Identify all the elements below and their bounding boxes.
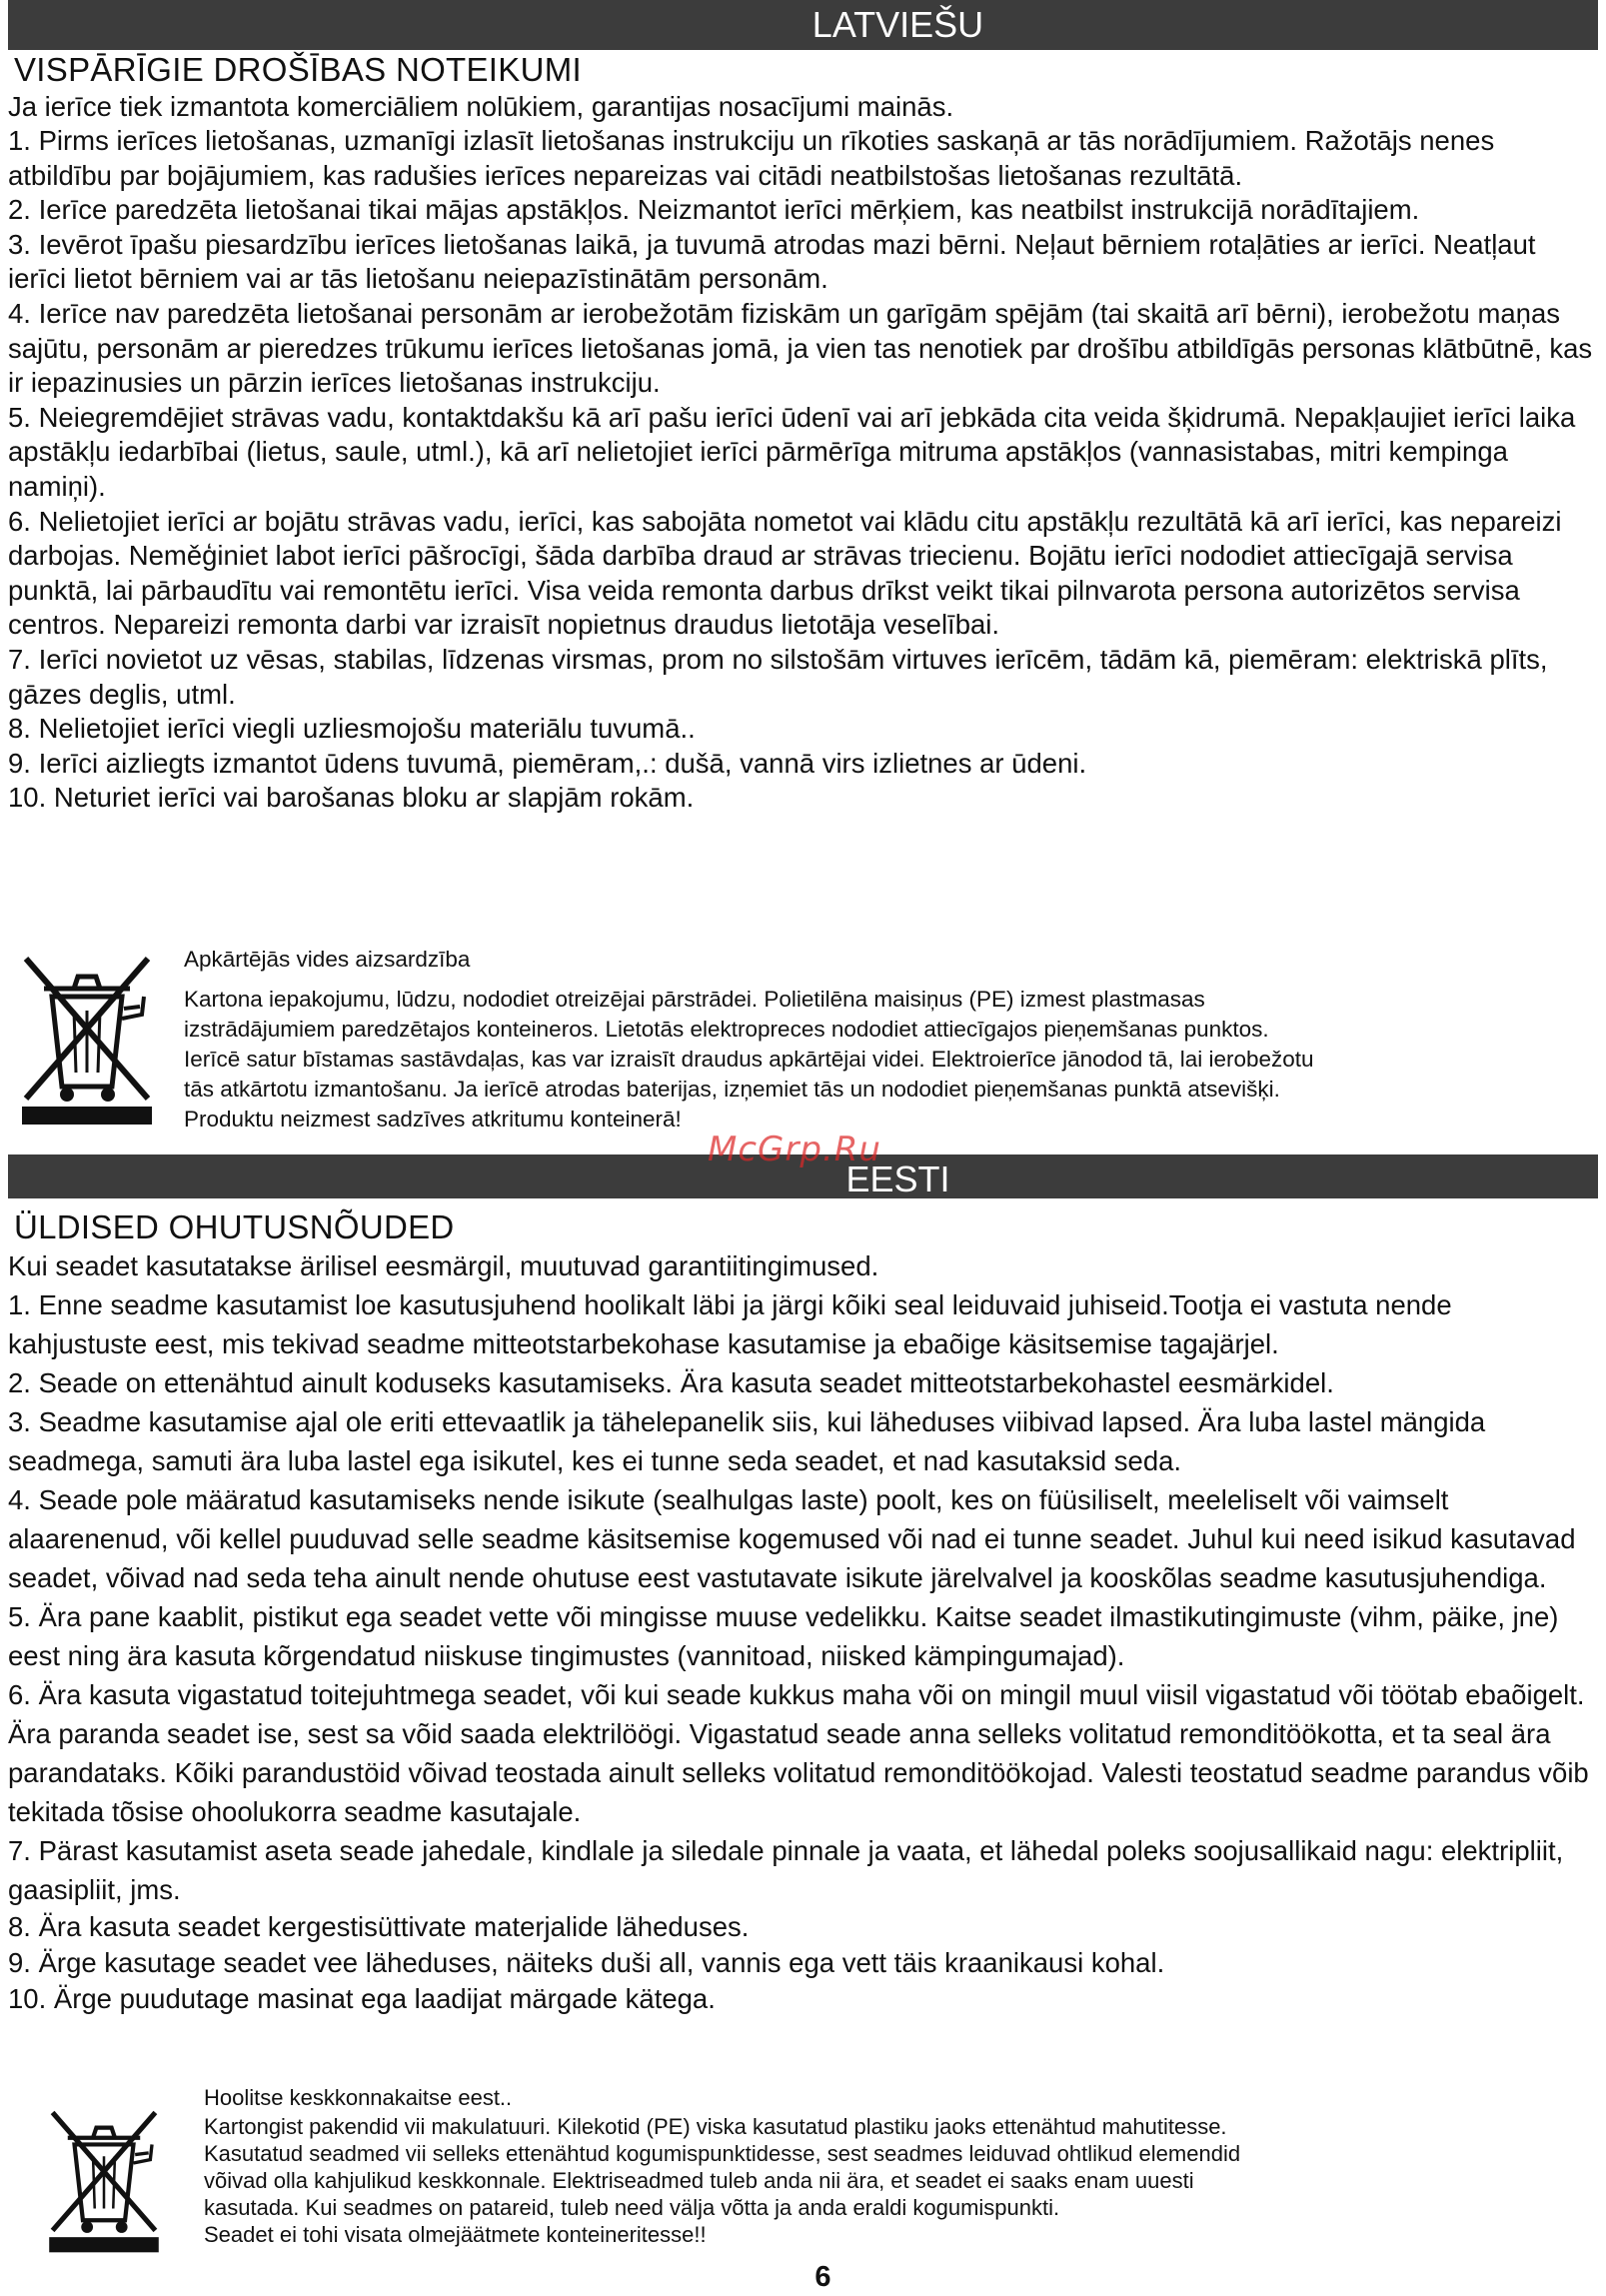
estonian-safety-item: 8. Ära kasuta seadet kergestisüttivate materjalide läheduses. <box>8 1911 750 1942</box>
estonian-safety-section <box>8 1209 1598 2017</box>
estonian-environment-text <box>204 2084 1240 2248</box>
estonian-safety-item: 3. Seadme kasutamise ajal ole eriti ettevaatlik ja tähelepanelik siis, kui läheduses viibivad lapsed. Ära luba lastel mängida seadmega, samuti ära luba lastel ega isikutel, kes ei tunne seda seadet, et nad kasutaksid seda. <box>8 1406 1486 1476</box>
latvian-safety-item: 10. Neturiet ierīci vai barošanas bloku ar slapjām rokām. <box>8 782 695 814</box>
watermark-text: McGrp.Ru <box>708 1130 881 1169</box>
latvian-environment-line: Ierīcē satur bīstamas sastāvdaļas, kas var izraisīt draudus apkārtējai videi. Elektroierīce jānodod tā, lai ierobežotu <box>184 1047 1314 1072</box>
estonian-safety-list <box>8 1285 1598 2017</box>
latvian-safety-item: 3. Ievērot īpašu piesardzību ierīces lietošanas laikā, ja tuvumā atrodas mazi bērni. Neļaut bērniem rotaļāties ar ierīci. Neatļaut ierīci lietot bērniem vai ar tās lietošanu neiepazīstinātām personām. <box>8 228 1536 295</box>
latvian-safety-item: 5. Neiegremdējiet strāvas vadu, kontaktdakšu kā arī pašu ierīci ūdenī vai arī jebkāda cita veida šķidrumā. Nepakļaujiet ierīci laika apstākļu iedarbībai (lietus, saule, utml.), kā arī nelietojiet ierīci pārmērīga mitruma apstākļos (vannasistabas, mitri kempinga namiņi). <box>8 401 1576 502</box>
latvian-safety-item: 9. Ierīci aizliegts izmantot ūdens tuvumā, piemēram,.: dušā, vannā virs izlietnes ar ūdeni. <box>8 747 1087 779</box>
estonian-environment-notice <box>8 2084 1598 2254</box>
language-header-latvian-label: LATVIEŠU <box>811 4 984 45</box>
estonian-safety-item: 1. Enne seadme kasutamist loe kasutusjuhend hoolikalt läbi ja järgi kõiki seal leiduvaid juhiseid.Tootja ei vastuta nende kahjustuste eest, mis tekivad seadme mitteotstarbekohase kasutamise ja ebaõige käsitsemise tagajärjel. <box>8 1289 1452 1359</box>
latvian-environment-line: Produktu neizmest sadzīves atkritumu konteinerā! <box>184 1107 682 1132</box>
estonian-safety-item: 5. Ära pane kaablit, pistikut ega seadet vette või mingisse muuse vedelikku. Kaitse seadet ilmastikutingimuste (vihm, päike, jne) eest ning ära kasuta kõrgendatud niiskuse tingimustes (vannitoad, niisked kämpingumajad). <box>8 1601 1559 1671</box>
estonian-safety-item: 2. Seade on ettenähtud ainult koduseks kasutamiseks. Ära kasuta seadet mitteotstarbekohastel eesmärkidel. <box>8 1367 1334 1398</box>
latvian-safety-item: 6. Nelietojiet ierīci ar bojātu strāvas vadu, ierīci, kas sabojāta nometot vai klādu citu apstākļu rezultātā kā arī ierīci, kas nepareizi darbojas. Neměģiniet labot ierīci pāšrocīgi, šāda darbība draud ar strāvas triecienu. Bojātu ierīci nododiet attiecīgajā servisa punktā, lai pārbaudītu vai remontētu ierīci. Visa veida remonta darbus drīkst veikt tikai pilnvarota persona autorizētos servisa centros. Nepareizi remonta darbi var izraisīt nopietnus draudus lietotāja veselībai. <box>8 505 1562 641</box>
latvian-safety-item: 1. Pirms ierīces lietošanas, uzmanīgi izlasīt lietošanas instrukciju un rīkoties saskaņā ar tās norādījumiem. Ražotājs nenes atbildību par bojājumiem, kas radušies ierīces nepareizas vai citādi neatbilstošas lietošanas rezultātā. <box>8 125 1495 191</box>
crossed-out-bin-icon <box>12 949 162 1127</box>
language-header-latvian <box>8 0 1598 50</box>
estonian-environment-line: Kasutatud seadmed vii selleks ettenähtud kogumispunktidesse, sest seadmes leiduvad ohtlikud elemendid <box>204 2141 1241 2166</box>
estonian-safety-item: 7. Pärast kasutamist aseta seade jahedale, kindlale ja siledale pinnale ja vaata, et lähedal poleks soojusallikaid nagu: elektripliit, gaasipliit, jms. <box>8 1835 1564 1905</box>
latvian-safety-list <box>8 124 1598 816</box>
latvian-environment-line: izstrādājumiem paredzētajos konteineros. Lietotās elektropreces nododiet attiecīgajos pieņemšanas punktos. <box>184 1017 1269 1042</box>
page-number: 6 <box>814 2261 831 2293</box>
latvian-safety-item: 4. Ierīce nav paredzēta lietošanai personām ar ierobežotām fiziskām un garīgām spējām (tai skaitā arī bērni), ierobežotu maņas sajūtu, personām ar pieredzes trūkumu ierīces lietošanas jomā, ja vien tas nenotiek par drošību atbildīgās personas klātbūtnē, kas ir iepazinusies un pārzin ierīces lietošanas instrukciju. <box>8 297 1593 399</box>
latvian-environment-heading: Apkārtējās vides aizsardzība <box>184 947 471 972</box>
estonian-environment-heading: Hoolitse keskkonnakaitse eest.. <box>204 2085 513 2110</box>
latvian-section-title: VISPĀRĪGIE DROŠĪBAS NOTEIKUMI <box>14 51 582 88</box>
latvian-environment-line: Kartona iepakojumu, lūdzu, nododiet otreizējai pārstrādei. Polietilēna maisiņus (PE) izmest plastmasas <box>184 987 1205 1012</box>
latvian-safety-item: 8. Nelietojiet ierīci viegli uzliesmojošu materiālu tuvumā.. <box>8 713 696 745</box>
latvian-safety-item: 7. Ierīci novietot uz vēsas, stabilas, līdzenas virsmas, prom no silstošām virtuves ierīcēm, tādām kā, piemēram: elektriskā plīts, gāzes deglis, utml. <box>8 643 1548 710</box>
estonian-safety-item: 6. Ära kasuta vigastatud toitejuhtmega seadet, või kui seade kukkus maha või on mingil muul viisil vigastatud või töötab ebaõigelt. Ära paranda seadet ise, sest sa võid saada elektrilöögi. Vigastatud seade anna selleks volitatud remonditöökotta, et ta seal ära parandataks. Kõiki parandustöid võivad teostada ainult selleks volitatud remonditöökojad. Valesti teostatud seadme parandus võib tekitada tõsise ohoolukorra seadme kasutajale. <box>8 1679 1589 1827</box>
estonian-safety-item: 10. Ärge puudutage masinat ega laadijat märgade kätega. <box>8 1983 716 2014</box>
estonian-intro: Kui seadet kasutatakse ärilisel eesmärgil, muutuvad garantiitingimused. <box>8 1250 879 1281</box>
latvian-environment-text <box>184 945 1314 1135</box>
crossed-out-bin-icon <box>34 2104 174 2254</box>
estonian-environment-line: Kartongist pakendid vii makulatuuri. Kilekotid (PE) viska kasutatud plastiku jaoks ettenähtud mahutitesse. <box>204 2114 1227 2139</box>
estonian-environment-line: Seadet ei tohi visata olmejäätmete konteineritesse!! <box>204 2222 707 2247</box>
estonian-safety-item: 4. Seade pole määratud kasutamiseks nende isikute (sealhulgas laste) poolt, kes on füüsiliselt, meeleliselt või vaimselt alaarenenud, või kellel puuduvad selle seadme käsitsemise kogemused või nad ei tunne seadet. Juhul kui need isikud kasutavad seadet, võivad nad seda teha ainult nende ohutuse eest vastutavate isikute järelvalvel ja kooskõlas seadme kasutusjuhendiga. <box>8 1484 1576 1593</box>
estonian-environment-line: kasutada. Kui seadmes on patareid, tuleb need välja võtta ja anda eraldi kogumispunkti. <box>204 2195 1060 2220</box>
estonian-safety-item: 9. Ärge kasutage seadet vee läheduses, näiteks duši all, vannis ega vett täis kraanikausi kohal. <box>8 1947 1165 1978</box>
estonian-section-title: ÜLDISED OHUTUSNÕUDED <box>14 1208 455 1245</box>
estonian-environment-line: võivad olla kahjulikud keskkonnale. Elektriseadmed tuleb anda nii ära, et seadet ei saaks enam uuesti <box>204 2168 1194 2193</box>
language-header-estonian-label: EESTI <box>845 1158 950 1199</box>
latvian-safety-section <box>8 52 1598 816</box>
latvian-intro: Ja ierīce tiek izmantota komerciāliem nolūkiem, garantijas nosacījumi mainās. <box>8 91 954 122</box>
latvian-safety-item: 2. Ierīce paredzēta lietošanai tikai mājas apstākļos. Neizmantot ierīci mērķiem, kas neatbilst instrukcijā norādītajiem. <box>8 194 1420 226</box>
latvian-environment-notice <box>8 945 1598 1145</box>
latvian-environment-line: tās atkārtotu izmantošanu. Ja ierīcē atrodas baterijas, izņemiet tās un nododiet pieņemšanas punktā atsevišķi. <box>184 1077 1280 1102</box>
